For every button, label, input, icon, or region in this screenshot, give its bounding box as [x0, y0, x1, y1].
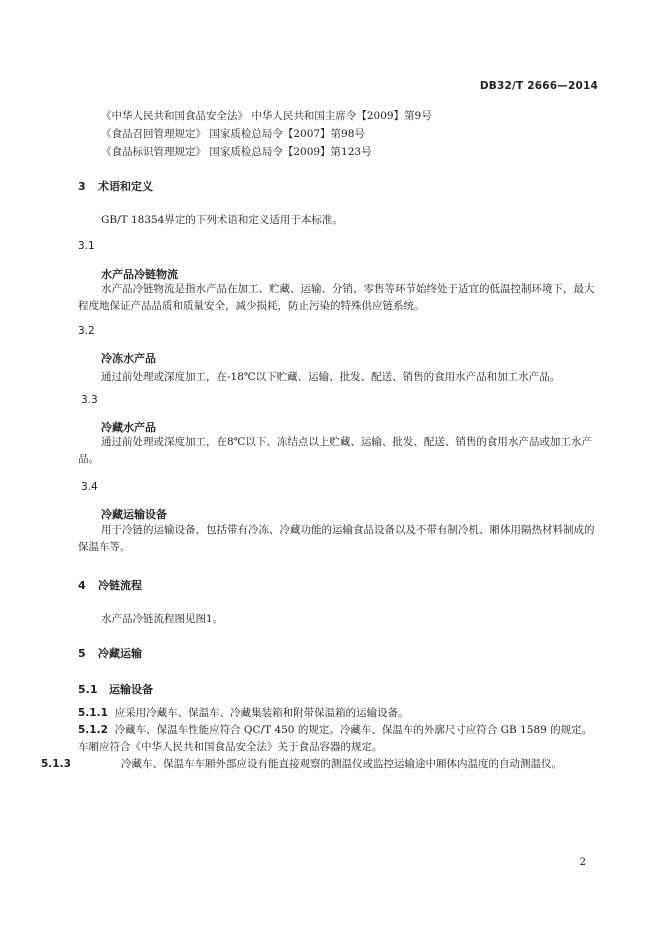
clause-number: 5.1.3: [41, 758, 71, 770]
section-3-intro: GB/T 18354界定的下列术语和定义适用于本标准。: [101, 214, 343, 226]
section-4-heading: [78, 577, 142, 593]
definition-chilled-aquatic: 通过前处理或深度加工，在8℃以下、冻结点以上贮藏、运输、批发、配送、销售的食用水产品或加工水产品。: [78, 436, 592, 465]
definition-aquatic-cold-chain: 水产品冷链物流是指水产品在加工、贮藏、运输、分销、零售等环节始终处于适宜的低温控制环境下，最大程度地保证产品品质和质量安全，减少损耗，防止污染的特殊供应链系统。: [78, 283, 595, 312]
clause-3-4-number: 3.4: [81, 481, 98, 493]
section-4-text: 水产品冷链流程图见图1。: [101, 613, 224, 625]
page-number: 2: [579, 857, 586, 868]
section-number: 5: [78, 647, 86, 660]
clause-number: 5.1.1: [78, 707, 108, 719]
clause-5-1-3: [41, 756, 640, 773]
term-refrigerated-transport-equipment: 冷藏运输设备: [101, 508, 167, 521]
section-5-1-heading: [78, 681, 153, 697]
clause-number: 5.1.2: [78, 724, 108, 736]
section-number: 4: [78, 579, 86, 592]
clause-text: 冷藏车、保温车车厢外部应设有能直接观察的测温仪或监控运输途中厢体内温度的自动测温仪。: [121, 758, 562, 770]
section-3-heading: [78, 178, 153, 194]
section-5-heading: [78, 645, 142, 661]
definition-frozen-aquatic: 通过前处理或深度加工，在-18℃以下贮藏、运输、批发、配送、销售的食用水产品和加工水产品。: [101, 371, 561, 383]
term-frozen-aquatic: 冷冻水产品: [101, 352, 156, 365]
reference-food-recall: 《食品召回管理规定》 国家质检总局令【2007】第98号: [101, 128, 365, 140]
clause-5-1-2: [78, 722, 600, 756]
section-title: 冷链流程: [98, 579, 142, 592]
definition-refrigerated-transport-equipment: 用于冷链的运输设备，包括带有冷冻、冷藏功能的运输食品设备以及不带有制冷机、厢体用隔热材料制成的保温车等。: [78, 524, 595, 553]
section-title: 冷藏运输: [98, 647, 142, 660]
clause-text: 应采用冷藏车、保温车、冷藏集装箱和附带保温箱的运输设备。: [114, 707, 409, 719]
term-aquatic-cold-chain: 水产品冷链物流: [101, 268, 178, 281]
reference-food-labeling: 《食品标识管理规定》 国家质检总局令【2009】第123号: [101, 146, 372, 158]
section-number: 5.1: [78, 683, 98, 696]
section-title: 运输设备: [109, 683, 153, 696]
section-title: 术语和定义: [98, 180, 153, 193]
clause-text: 冷藏车、保温车性能应符合 QC/T 450 的规定。冷藏车、保温车的外廓尺寸应符合 GB 1589 的规定。车厢应符合《中华人民共和国食品安全法》关于食品容器的规定。: [78, 724, 593, 753]
term-chilled-aquatic: 冷藏水产品: [101, 421, 156, 434]
document-code: DB32/T 2666—2014: [479, 80, 598, 92]
reference-food-safety-law: 《中华人民共和国食品安全法》 中华人民共和国主席令【2009】第9号: [101, 110, 432, 122]
section-number: 3: [78, 180, 86, 193]
clause-3-3-number: 3.3: [81, 394, 98, 406]
clause-3-2-number: 3.2: [78, 325, 95, 337]
clause-5-1-1: [78, 705, 600, 722]
clause-3-1-number: 3.1: [78, 240, 95, 252]
